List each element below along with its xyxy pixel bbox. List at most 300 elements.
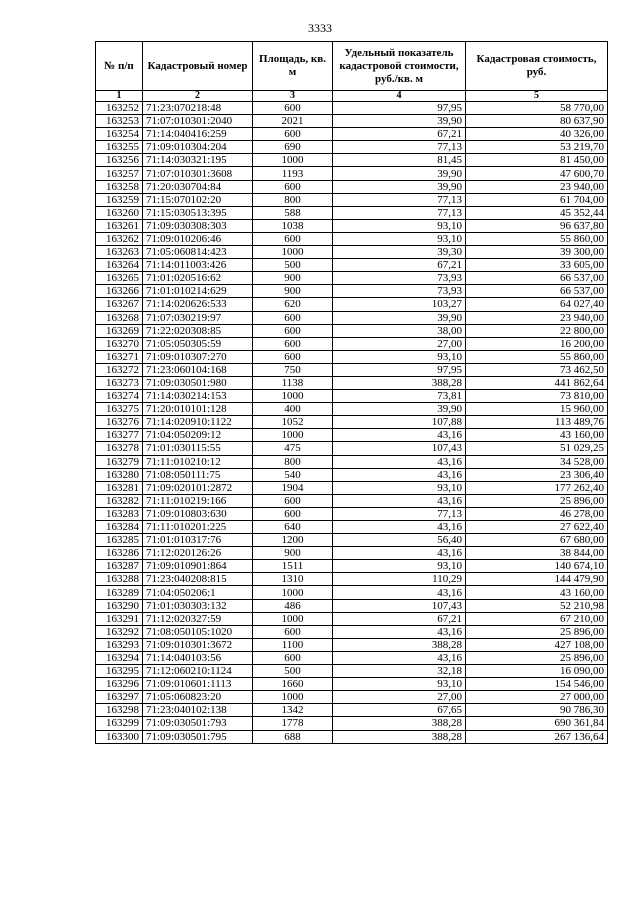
cadastral-value-cell: 23 940,00 [466, 180, 608, 193]
area-cell: 1000 [253, 154, 333, 167]
column-index-4: 4 [333, 91, 466, 102]
cadastral-value-cell: 34 528,00 [466, 455, 608, 468]
table-row [96, 586, 608, 599]
cadastral-number-cell: 71:04:050206:1 [143, 586, 253, 599]
row-number-cell: 163277 [96, 429, 143, 442]
area-cell: 800 [253, 455, 333, 468]
specific-value-cell: 97,95 [333, 363, 466, 376]
cadastral-number-cell: 71:12:020327:59 [143, 612, 253, 625]
cadastral-value-cell: 66 537,00 [466, 272, 608, 285]
cadastral-value-table [95, 41, 608, 744]
row-number-cell: 163272 [96, 363, 143, 376]
cadastral-number-cell: 71:09:010803:630 [143, 507, 253, 520]
row-number-cell: 163299 [96, 717, 143, 730]
table-row [96, 691, 608, 704]
row-number-cell: 163255 [96, 141, 143, 154]
cadastral-number-cell: 71:23:040102:138 [143, 704, 253, 717]
table-row [96, 468, 608, 481]
area-cell: 900 [253, 547, 333, 560]
cadastral-value-cell: 23 940,00 [466, 311, 608, 324]
specific-value-cell: 93,10 [333, 481, 466, 494]
row-number-cell: 163260 [96, 206, 143, 219]
column-index-2: 2 [143, 91, 253, 102]
specific-value-cell: 77,13 [333, 507, 466, 520]
cadastral-number-cell: 71:14:040103:56 [143, 651, 253, 664]
row-number-cell: 163283 [96, 507, 143, 520]
row-number-cell: 163267 [96, 298, 143, 311]
row-number-cell: 163275 [96, 403, 143, 416]
row-number-cell: 163291 [96, 612, 143, 625]
cadastral-number-cell: 71:23:040208:815 [143, 573, 253, 586]
specific-value-cell: 39,90 [333, 311, 466, 324]
area-cell: 1660 [253, 678, 333, 691]
cadastral-value-cell: 53 219,70 [466, 141, 608, 154]
cadastral-number-cell: 71:12:020126:26 [143, 547, 253, 560]
specific-value-cell: 81,45 [333, 154, 466, 167]
cadastral-value-cell: 64 027,40 [466, 298, 608, 311]
specific-value-cell: 39,90 [333, 403, 466, 416]
cadastral-number-cell: 71:09:030501:980 [143, 376, 253, 389]
area-cell: 475 [253, 442, 333, 455]
cadastral-number-cell: 71:09:030308:303 [143, 219, 253, 232]
specific-value-cell: 43,16 [333, 429, 466, 442]
table-row [96, 337, 608, 350]
area-cell: 600 [253, 180, 333, 193]
row-number-cell: 163269 [96, 324, 143, 337]
column-index-3: 3 [253, 91, 333, 102]
table-row [96, 599, 608, 612]
row-number-cell: 163290 [96, 599, 143, 612]
area-cell: 688 [253, 730, 333, 743]
cadastral-number-cell: 71:14:040416:259 [143, 128, 253, 141]
table-row [96, 232, 608, 245]
table-row [96, 390, 608, 403]
table-row [96, 324, 608, 337]
cadastral-value-cell: 441 862,64 [466, 376, 608, 389]
cadastral-number-cell: 71:09:010901:864 [143, 560, 253, 573]
specific-value-cell: 56,40 [333, 534, 466, 547]
cadastral-value-cell: 16 090,00 [466, 665, 608, 678]
cadastral-number-cell: 71:15:030513:395 [143, 206, 253, 219]
specific-value-cell: 67,21 [333, 612, 466, 625]
specific-value-cell: 73,81 [333, 390, 466, 403]
cadastral-value-cell: 154 546,00 [466, 678, 608, 691]
specific-value-cell: 39,90 [333, 115, 466, 128]
table-row [96, 612, 608, 625]
row-number-cell: 163293 [96, 638, 143, 651]
specific-value-cell: 93,10 [333, 678, 466, 691]
row-number-cell: 163276 [96, 416, 143, 429]
specific-value-cell: 27,00 [333, 337, 466, 350]
area-cell: 1000 [253, 691, 333, 704]
cadastral-number-cell: 71:14:030321:195 [143, 154, 253, 167]
row-number-cell: 163254 [96, 128, 143, 141]
table-row [96, 416, 608, 429]
cadastral-value-cell: 690 361,84 [466, 717, 608, 730]
cadastral-number-cell: 71:08:050105:1020 [143, 625, 253, 638]
table-row [96, 730, 608, 743]
cadastral-value-cell: 81 450,00 [466, 154, 608, 167]
cadastral-number-cell: 71:01:020516:62 [143, 272, 253, 285]
row-number-cell: 163300 [96, 730, 143, 743]
cadastral-value-cell: 22 800,00 [466, 324, 608, 337]
column-header-cadastral-number: Кадастровый номер [143, 42, 253, 91]
specific-value-cell: 388,28 [333, 717, 466, 730]
area-cell: 600 [253, 625, 333, 638]
cadastral-number-cell: 71:01:030115:55 [143, 442, 253, 455]
cadastral-number-cell: 71:22:020308:85 [143, 324, 253, 337]
row-number-cell: 163289 [96, 586, 143, 599]
specific-value-cell: 77,13 [333, 141, 466, 154]
cadastral-number-cell: 71:14:030214:153 [143, 390, 253, 403]
table-row [96, 206, 608, 219]
area-cell: 620 [253, 298, 333, 311]
table-row [96, 455, 608, 468]
table-row [96, 534, 608, 547]
area-cell: 1342 [253, 704, 333, 717]
cadastral-number-cell: 71:20:030704:84 [143, 180, 253, 193]
cadastral-number-cell: 71:14:020626:533 [143, 298, 253, 311]
row-number-cell: 163252 [96, 102, 143, 115]
cadastral-value-cell: 23 306,40 [466, 468, 608, 481]
cadastral-value-cell: 25 896,00 [466, 651, 608, 664]
cadastral-number-cell: 71:09:020101:2872 [143, 481, 253, 494]
table-row [96, 678, 608, 691]
table-row [96, 285, 608, 298]
row-number-cell: 163287 [96, 560, 143, 573]
area-cell: 1193 [253, 167, 333, 180]
specific-value-cell: 43,16 [333, 455, 466, 468]
row-number-cell: 163256 [96, 154, 143, 167]
specific-value-cell: 93,10 [333, 350, 466, 363]
table-row [96, 115, 608, 128]
row-number-cell: 163253 [96, 115, 143, 128]
table-row [96, 311, 608, 324]
cadastral-number-cell: 71:09:010206:46 [143, 232, 253, 245]
area-cell: 1000 [253, 612, 333, 625]
specific-value-cell: 73,93 [333, 272, 466, 285]
cadastral-value-cell: 46 278,00 [466, 507, 608, 520]
cadastral-number-cell: 71:15:070102:20 [143, 193, 253, 206]
specific-value-cell: 38,00 [333, 324, 466, 337]
table-row [96, 651, 608, 664]
column-index-5: 5 [466, 91, 608, 102]
cadastral-number-cell: 71:09:010301:3672 [143, 638, 253, 651]
cadastral-value-cell: 140 674,10 [466, 560, 608, 573]
table-row [96, 102, 608, 115]
row-number-cell: 163268 [96, 311, 143, 324]
area-cell: 588 [253, 206, 333, 219]
table-row [96, 403, 608, 416]
cadastral-value-cell: 47 600,70 [466, 167, 608, 180]
cadastral-value-cell: 40 326,00 [466, 128, 608, 141]
area-cell: 800 [253, 193, 333, 206]
cadastral-value-cell: 113 489,76 [466, 416, 608, 429]
area-cell: 2021 [253, 115, 333, 128]
area-cell: 500 [253, 665, 333, 678]
cadastral-value-cell: 96 637,80 [466, 219, 608, 232]
row-number-cell: 163288 [96, 573, 143, 586]
area-cell: 640 [253, 521, 333, 534]
specific-value-cell: 43,16 [333, 521, 466, 534]
specific-value-cell: 107,43 [333, 599, 466, 612]
cadastral-number-cell: 71:01:010317:76 [143, 534, 253, 547]
cadastral-number-cell: 71:07:030219:97 [143, 311, 253, 324]
cadastral-number-cell: 71:23:070218:48 [143, 102, 253, 115]
area-cell: 600 [253, 507, 333, 520]
cadastral-number-cell: 71:09:010304:204 [143, 141, 253, 154]
cadastral-number-cell: 71:08:050111:75 [143, 468, 253, 481]
cadastral-value-cell: 58 770,00 [466, 102, 608, 115]
row-number-cell: 163280 [96, 468, 143, 481]
row-number-cell: 163294 [96, 651, 143, 664]
cadastral-number-cell: 71:01:010214:629 [143, 285, 253, 298]
table-row [96, 521, 608, 534]
specific-value-cell: 107,88 [333, 416, 466, 429]
specific-value-cell: 43,16 [333, 547, 466, 560]
cadastral-number-cell: 71:20:010101:128 [143, 403, 253, 416]
area-cell: 1000 [253, 390, 333, 403]
cadastral-value-cell: 427 108,00 [466, 638, 608, 651]
cadastral-number-cell: 71:11:010210:12 [143, 455, 253, 468]
area-cell: 900 [253, 285, 333, 298]
area-cell: 1052 [253, 416, 333, 429]
table-row [96, 442, 608, 455]
table-row [96, 494, 608, 507]
row-number-cell: 163270 [96, 337, 143, 350]
table-row [96, 128, 608, 141]
cadastral-value-cell: 144 479,90 [466, 573, 608, 586]
cadastral-value-cell: 45 352,44 [466, 206, 608, 219]
specific-value-cell: 67,21 [333, 128, 466, 141]
row-number-cell: 163271 [96, 350, 143, 363]
cadastral-value-cell: 177 262,40 [466, 481, 608, 494]
area-cell: 500 [253, 259, 333, 272]
table-row [96, 193, 608, 206]
row-number-cell: 163264 [96, 259, 143, 272]
area-cell: 1778 [253, 717, 333, 730]
area-cell: 1511 [253, 560, 333, 573]
specific-value-cell: 73,93 [333, 285, 466, 298]
area-cell: 1100 [253, 638, 333, 651]
row-number-cell: 163286 [96, 547, 143, 560]
row-number-cell: 163296 [96, 678, 143, 691]
row-number-cell: 163297 [96, 691, 143, 704]
row-number-cell: 163295 [96, 665, 143, 678]
cadastral-value-cell: 67 680,00 [466, 534, 608, 547]
row-number-cell: 163284 [96, 521, 143, 534]
row-number-cell: 163274 [96, 390, 143, 403]
table-row [96, 665, 608, 678]
specific-value-cell: 43,16 [333, 625, 466, 638]
specific-value-cell: 43,16 [333, 651, 466, 664]
table-row [96, 547, 608, 560]
specific-value-cell: 32,18 [333, 665, 466, 678]
cadastral-value-cell: 39 300,00 [466, 246, 608, 259]
area-cell: 1200 [253, 534, 333, 547]
cadastral-number-cell: 71:11:010201:225 [143, 521, 253, 534]
table-row [96, 219, 608, 232]
specific-value-cell: 388,28 [333, 376, 466, 389]
table-row [96, 246, 608, 259]
area-cell: 600 [253, 128, 333, 141]
specific-value-cell: 43,16 [333, 586, 466, 599]
area-cell: 750 [253, 363, 333, 376]
table-row [96, 481, 608, 494]
cadastral-number-cell: 71:07:010301:2040 [143, 115, 253, 128]
area-cell: 900 [253, 272, 333, 285]
cadastral-value-cell: 55 860,00 [466, 232, 608, 245]
specific-value-cell: 77,13 [333, 193, 466, 206]
row-number-cell: 163262 [96, 232, 143, 245]
cadastral-value-cell: 51 029,25 [466, 442, 608, 455]
specific-value-cell: 93,10 [333, 232, 466, 245]
row-number-cell: 163285 [96, 534, 143, 547]
table-row [96, 638, 608, 651]
row-number-cell: 163273 [96, 376, 143, 389]
specific-value-cell: 97,95 [333, 102, 466, 115]
area-cell: 1904 [253, 481, 333, 494]
area-cell: 1038 [253, 219, 333, 232]
specific-value-cell: 43,16 [333, 468, 466, 481]
area-cell: 600 [253, 337, 333, 350]
specific-value-cell: 93,10 [333, 219, 466, 232]
row-number-cell: 163298 [96, 704, 143, 717]
column-header-specific-value: Удельный показатель кадастровой стоимости, руб./кв. м [333, 42, 466, 91]
cadastral-value-cell: 66 537,00 [466, 285, 608, 298]
cadastral-value-cell: 43 160,00 [466, 586, 608, 599]
table-row [96, 625, 608, 638]
row-number-cell: 163282 [96, 494, 143, 507]
row-number-cell: 163257 [96, 167, 143, 180]
table-row [96, 167, 608, 180]
cadastral-number-cell: 71:04:050209:12 [143, 429, 253, 442]
cadastral-number-cell: 71:05:060823:20 [143, 691, 253, 704]
area-cell: 600 [253, 324, 333, 337]
area-cell: 600 [253, 350, 333, 363]
table-row [96, 259, 608, 272]
row-number-cell: 163292 [96, 625, 143, 638]
cadastral-value-cell: 80 637,90 [466, 115, 608, 128]
cadastral-value-cell: 55 860,00 [466, 350, 608, 363]
cadastral-value-cell: 43 160,00 [466, 429, 608, 442]
column-header-cadastral-value: Кадастровая стоимость, руб. [466, 42, 608, 91]
column-index-1: 1 [96, 91, 143, 102]
cadastral-number-cell: 71:05:060814:423 [143, 246, 253, 259]
cadastral-value-cell: 73 462,50 [466, 363, 608, 376]
cadastral-value-cell: 27 622,40 [466, 521, 608, 534]
cadastral-value-cell: 73 810,00 [466, 390, 608, 403]
cadastral-number-cell: 71:09:010601:1113 [143, 678, 253, 691]
area-cell: 1310 [253, 573, 333, 586]
column-header-area: Площадь, кв. м [253, 42, 333, 91]
cadastral-value-cell: 267 136,64 [466, 730, 608, 743]
row-number-cell: 163263 [96, 246, 143, 259]
row-number-cell: 163281 [96, 481, 143, 494]
table-header [96, 42, 608, 102]
table-row [96, 704, 608, 717]
row-number-cell: 163258 [96, 180, 143, 193]
cadastral-number-cell: 71:14:011003:426 [143, 259, 253, 272]
cadastral-value-cell: 25 896,00 [466, 625, 608, 638]
specific-value-cell: 67,21 [333, 259, 466, 272]
cadastral-value-cell: 27 000,00 [466, 691, 608, 704]
cadastral-number-cell: 71:11:010219:166 [143, 494, 253, 507]
cadastral-number-cell: 71:01:030303:132 [143, 599, 253, 612]
cadastral-number-cell: 71:23:060104:168 [143, 363, 253, 376]
table-row [96, 376, 608, 389]
page-number: 3333 [308, 21, 332, 35]
table-row [96, 272, 608, 285]
row-number-cell: 163265 [96, 272, 143, 285]
cadastral-value-cell: 25 896,00 [466, 494, 608, 507]
specific-value-cell: 388,28 [333, 730, 466, 743]
row-number-cell: 163279 [96, 455, 143, 468]
table-row [96, 141, 608, 154]
cadastral-value-cell: 67 210,00 [466, 612, 608, 625]
area-cell: 400 [253, 403, 333, 416]
cadastral-value-cell: 33 605,00 [466, 259, 608, 272]
cadastral-number-cell: 71:05:050305:59 [143, 337, 253, 350]
specific-value-cell: 67,65 [333, 704, 466, 717]
cadastral-value-cell: 61 704,00 [466, 193, 608, 206]
table-row [96, 560, 608, 573]
specific-value-cell: 39,90 [333, 180, 466, 193]
row-number-cell: 163278 [96, 442, 143, 455]
area-cell: 600 [253, 651, 333, 664]
cadastral-number-cell: 71:12:060210:1124 [143, 665, 253, 678]
specific-value-cell: 39,30 [333, 246, 466, 259]
specific-value-cell: 39,90 [333, 167, 466, 180]
area-cell: 600 [253, 494, 333, 507]
cadastral-value-cell: 15 960,00 [466, 403, 608, 416]
area-cell: 600 [253, 311, 333, 324]
cadastral-value-cell: 90 786,30 [466, 704, 608, 717]
specific-value-cell: 388,28 [333, 638, 466, 651]
table-row [96, 429, 608, 442]
cadastral-value-cell: 16 200,00 [466, 337, 608, 350]
cadastral-number-cell: 71:09:030501:795 [143, 730, 253, 743]
table-row [96, 180, 608, 193]
table-row [96, 154, 608, 167]
table-row [96, 573, 608, 586]
specific-value-cell: 110,29 [333, 573, 466, 586]
area-cell: 600 [253, 102, 333, 115]
cadastral-number-cell: 71:09:010307:270 [143, 350, 253, 363]
row-number-cell: 163259 [96, 193, 143, 206]
area-cell: 1000 [253, 586, 333, 599]
area-cell: 1000 [253, 429, 333, 442]
cadastral-number-cell: 71:14:020910:1122 [143, 416, 253, 429]
specific-value-cell: 93,10 [333, 560, 466, 573]
specific-value-cell: 27,00 [333, 691, 466, 704]
row-number-cell: 163261 [96, 219, 143, 232]
area-cell: 690 [253, 141, 333, 154]
table-body [96, 102, 608, 744]
specific-value-cell: 77,13 [333, 206, 466, 219]
table-row [96, 363, 608, 376]
area-cell: 1138 [253, 376, 333, 389]
area-cell: 1000 [253, 246, 333, 259]
cadastral-number-cell: 71:09:030501:793 [143, 717, 253, 730]
row-number-cell: 163266 [96, 285, 143, 298]
area-cell: 600 [253, 232, 333, 245]
area-cell: 540 [253, 468, 333, 481]
specific-value-cell: 103,27 [333, 298, 466, 311]
cadastral-number-cell: 71:07:010301:3608 [143, 167, 253, 180]
table-row [96, 350, 608, 363]
table-row [96, 717, 608, 730]
